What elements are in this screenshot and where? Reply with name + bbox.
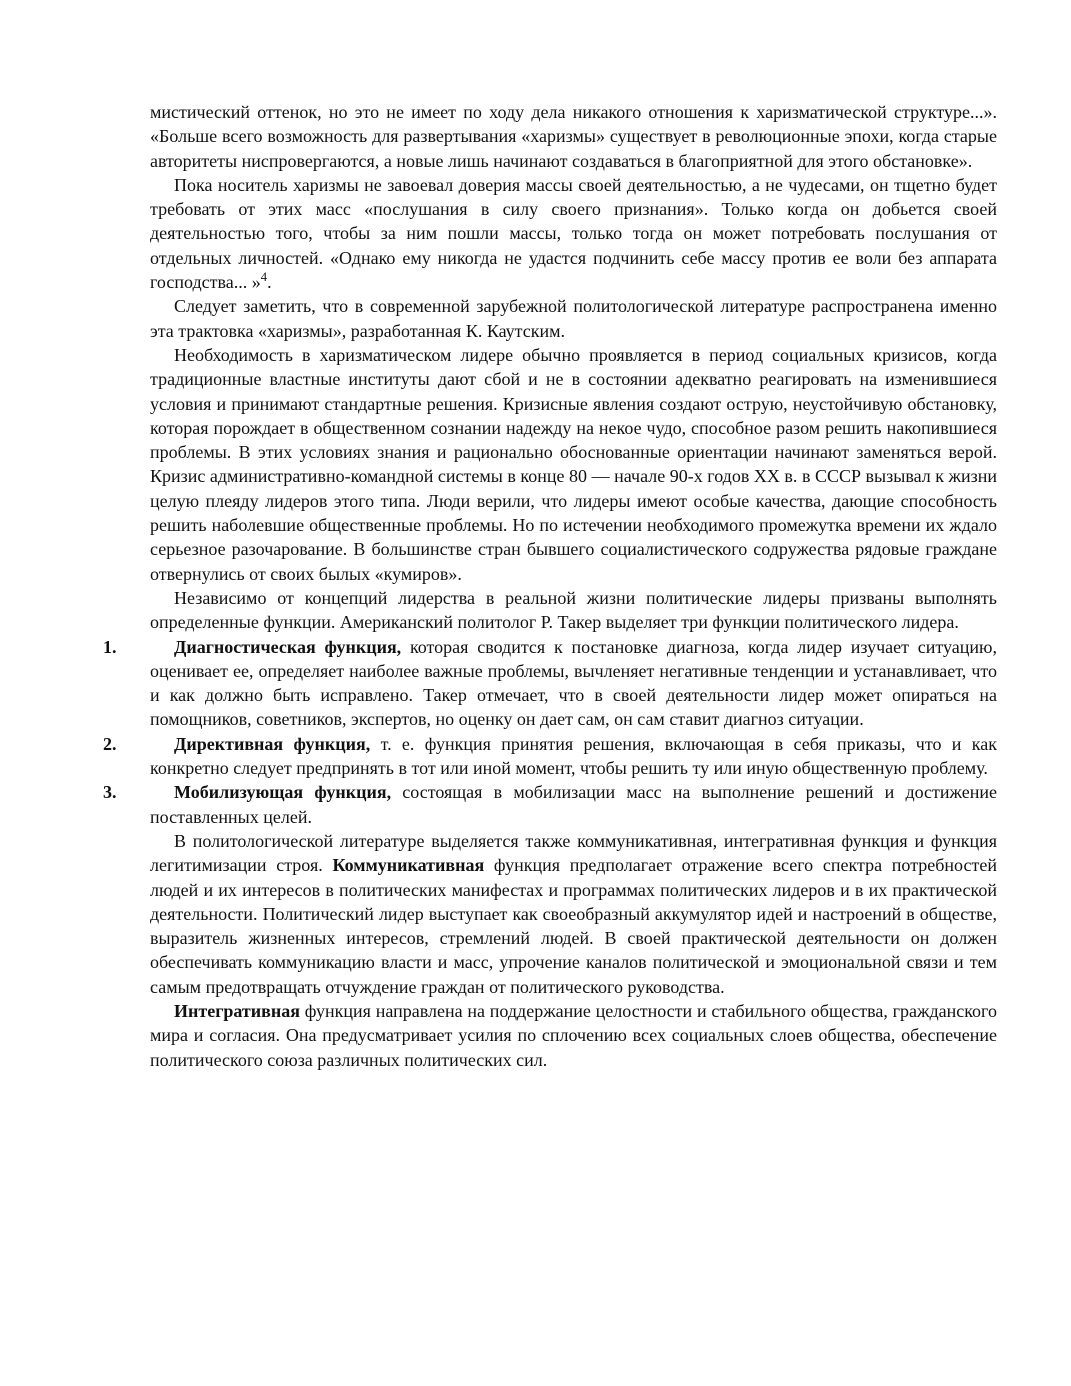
term-communicative: Коммуникативная (332, 855, 485, 876)
paragraph-communicative (150, 829, 997, 999)
paragraph-text: В политологической литературе выделяется также коммуникативная, интегративная функция и функция легитимизации строя. (150, 830, 997, 876)
paragraph-end: . (267, 272, 272, 293)
paragraph-integrative (150, 999, 997, 1072)
paragraph-text: функция направлена на поддержание целостности и стабильного общества, гражданского мира и согласия. Она предусматривает усилия по сплочению всех социальных слоев общества, обеспечение политического союза различных политических сил. (150, 1000, 997, 1070)
paragraph-leader-functions-intro: Независимо от концепций лидерства в реальной жизни политические лидеры призваны выполнять определенные функции. Американский политолог Р. Такер выделяет три функции политического лидера. (150, 587, 997, 633)
paragraph-charisma-bearer (150, 173, 997, 294)
paragraph-charisma-structure: мистический оттенок, но это не имеет по ходу дела никакого отношения к харизматической структуре...». «Больше всего возможность для развертывания «харизмы» существует в революционные эпохи, когда старые авторитеты ниспровергаются, а новые лишь начинают создаваться в благоприятной для этого обстановке». (150, 102, 997, 171)
list-item-diagnostic (103, 635, 997, 732)
list-item-mobilizing (103, 780, 997, 829)
paragraph-text: Пока носитель харизмы не завоевал доверия массы своей деятельностью, а не чудесами, он тщетно будет требовать от этих масс «послушания в силу своего признания». Только когда он добьется своей деятельностью того, чтобы за ним пошли массы, только тогда он может потребовать послушания от отдельных личностей. «Однако ему никогда не удастся подчинить себе массу против ее воли без аппарата господства... » (150, 174, 997, 293)
list-number: 2. (103, 733, 117, 754)
footnote-marker: 4 (260, 270, 268, 285)
list-text: состоящая в мобилизации масс на выполнение решений и достижение поставленных целей. (150, 782, 997, 827)
paragraph-kautsky: Следует заметить, что в современной зарубежной политологической литературе распространена именно эта трактовка «харизмы», разработанная К. Каутским. (150, 296, 997, 341)
document-page (103, 100, 997, 1072)
list-term: Диагностическая функция, (174, 636, 402, 657)
paragraph-text-cont: функция предполагает отражение всего спектра потребностей людей и их интересов в политических манифестах и программах политических лидеров и в их практической деятельности. Политический лидер выступает как своеобразный аккумулятор идей и настроений в обществе, выразитель жизненных интересов, стремлений людей. В своей практической деятельности он должен обеспечивать коммуникацию власти и масс, упрочение каналов политической и эмоциональной связи и тем самым предотвращать отчуждение граждан от политического руководства. (150, 855, 997, 997)
list-term: Директивная функция, (174, 733, 371, 754)
list-text: которая сводится к постановке диагноза, когда лидер изучает ситуацию, оценивает ее, определяет наиболее важные проблемы, вычленяет негативные тенденции и устанавливает, что и как должно быть исправлено. Такер отмечает, что в своей деятельности лидер может опираться на помощников, советников, экспертов, но оценку он дает сам, он сам ставит диагноз ситуации. (150, 636, 997, 730)
term-integrative: Интегративная (174, 1000, 300, 1021)
list-item-directive (103, 732, 997, 781)
list-text: т. е. функция принятия решения, включающая в себя приказы, что и как конкретно следует предпринять в тот или иной момент, чтобы решить ту или иную общественную проблему. (150, 733, 997, 779)
list-number: 3. (103, 782, 117, 803)
list-number: 1. (103, 636, 117, 657)
list-term: Мобилизующая функция, (174, 782, 392, 803)
paragraph-crisis: Необходимость в харизматическом лидере обычно проявляется в период социальных кризисов, когда традиционные властные институты дают сбой и не в состоянии адекватно реагировать на изменившиеся условия и принимают стандартные решения. Кризисные явления создают острую, неустойчивую обстановку, которая порождает в общественном сознании надежду на некое чудо, способное разом решить накопившиеся проблемы. В этих условиях знания и рационально обоснованные ориентации начинают заменяться верой. Кризис административно-командной системы в конце 80 — начале 90-х годов XX в. в СССР вызывал к жизни целую плеяду лидеров этого типа. Люди верили, что лидеры имеют особые качества, дающие способность решить наболевшие общественные проблемы. Но по истечении необходимого промежутка времени их ждало серьезное разочарование. В большинстве стран бывшего социалистического содружества рядовые граждане отвернулись от своих былых «кумиров». (150, 344, 997, 584)
